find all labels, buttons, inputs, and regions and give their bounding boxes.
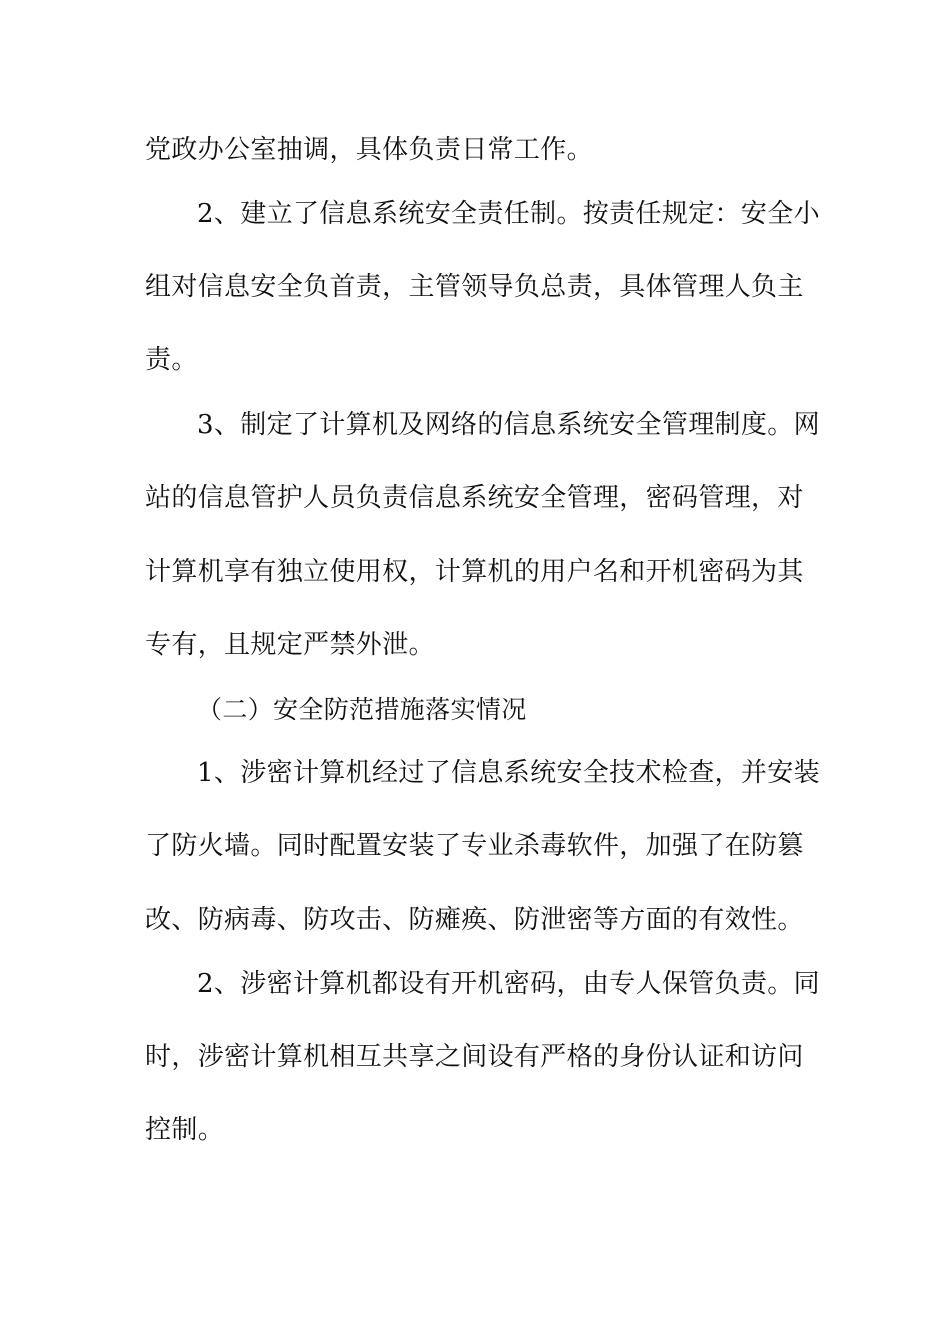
paragraph-line: 改、防病毒、防攻击、防瘫痪、防泄密等方面的有效性。	[145, 905, 804, 935]
paragraph-line: 2、涉密计算机都设有开机密码，由专人保管负责。同	[197, 969, 820, 999]
paragraph-line: 控制。	[145, 1115, 225, 1145]
paragraph-line: 了防火墙。同时配置安装了专业杀毒软件，加强了在防篡	[145, 831, 804, 861]
paragraph-line: 1、涉密计算机经过了信息系统安全技术检查，并安装	[197, 758, 820, 788]
paragraph-line: 组对信息安全负首责，主管领导负总责，具体管理人负主	[145, 272, 804, 302]
paragraph-line: 3、制定了计算机及网络的信息系统安全管理制度。网	[197, 410, 820, 440]
paragraph-line: 站的信息管护人员负责信息系统安全管理，密码管理，对	[145, 483, 804, 513]
paragraph-line: 2、建立了信息系统安全责任制。按责任规定：安全小	[197, 199, 820, 229]
paragraph-line: 专有，且规定严禁外泄。	[145, 630, 435, 660]
paragraph-line: 时，涉密计算机相互共享之间设有严格的身份认证和访问	[145, 1042, 804, 1072]
paragraph-line: 计算机享有独立使用权，计算机的用户名和开机密码为其	[145, 557, 804, 587]
section-heading: （二）安全防范措施落实情况	[197, 695, 527, 724]
paragraph-line: 责。	[145, 345, 198, 375]
paragraph-line: 党政办公室抽调，具体负责日常工作。	[145, 135, 593, 165]
